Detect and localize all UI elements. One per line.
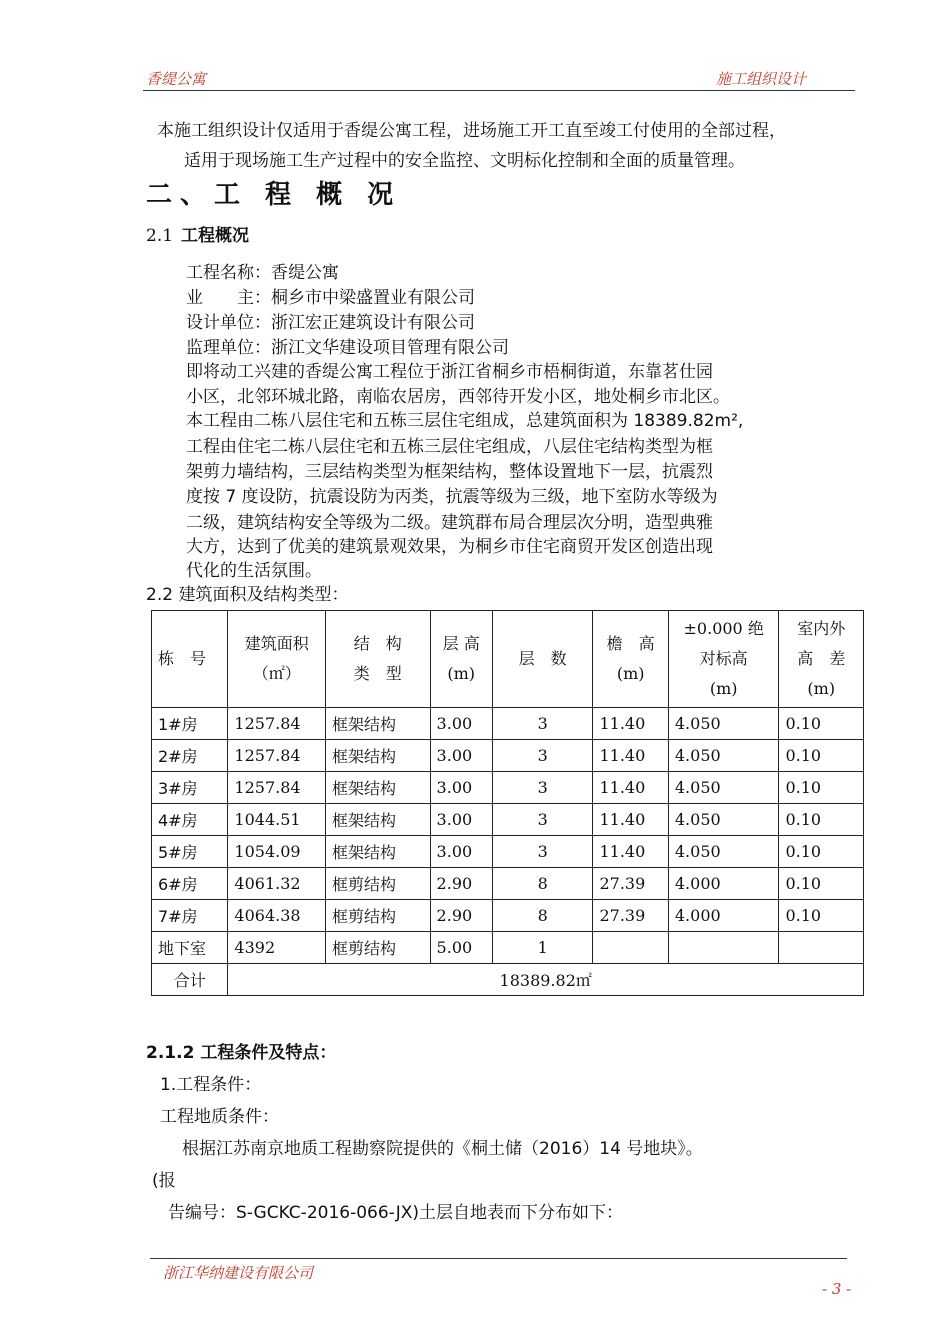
- cell-elevation: 4.050: [668, 772, 779, 804]
- desc-line: 度按 7 度设防，抗震设防为丙类，抗震等级为三级，地下室防水等级为: [186, 487, 718, 507]
- geology-label: 工程地质条件：: [160, 1107, 279, 1127]
- cell-elevation: 4.000: [668, 900, 779, 932]
- cell-height-diff: 0.10: [779, 708, 864, 740]
- col-header-elevation: ±0.000 绝 对标高 (m): [668, 611, 779, 708]
- cell-height-diff: 0.10: [779, 772, 864, 804]
- table-row: [152, 868, 864, 900]
- desc-line: 大方，达到了优美的建筑景观效果，为桐乡市住宅商贸开发区创造出现: [186, 537, 713, 557]
- cell-floor-height: 2.90: [430, 900, 492, 932]
- col-header-height-diff: 室内外 高 差 (m): [779, 611, 864, 708]
- info-owner: 业 主：桐乡市中梁盛置业有限公司: [186, 288, 475, 308]
- cell-eave-height: 11.40: [593, 740, 668, 772]
- cell-floor-height: 3.00: [430, 772, 492, 804]
- desc-line: 二级，建筑结构安全等级为二级。建筑群布局合理层次分明，造型典雅: [186, 513, 713, 533]
- desc-line: 小区，北邻环城北路，南临农居房，西邻待开发小区，地处桐乡市北区。: [186, 387, 730, 407]
- cell-building: 5#房: [152, 836, 228, 868]
- cell-elevation: 4.050: [668, 740, 779, 772]
- cell-elevation: 4.050: [668, 708, 779, 740]
- table-row: [152, 836, 864, 868]
- col-header-floors: 层 数: [492, 611, 593, 708]
- cell-building: 7#房: [152, 900, 228, 932]
- cell-floor-height: 5.00: [430, 932, 492, 964]
- building-area-table: [151, 610, 864, 996]
- cell-eave-height: 11.40: [593, 836, 668, 868]
- cell-structure: 框架结构: [325, 804, 430, 836]
- footer-company: 浙江华纳建设有限公司: [163, 1264, 314, 1282]
- cell-structure: 框架结构: [325, 708, 430, 740]
- cell-floors: 3: [492, 740, 593, 772]
- subsection-2-2-heading: 2.2 建筑面积及结构类型：: [146, 585, 349, 605]
- table-row: [152, 900, 864, 932]
- cell-building: 6#房: [152, 868, 228, 900]
- desc-line: 即将动工兴建的香缇公寓工程位于浙江省桐乡市梧桐街道，东靠茗仕园: [186, 362, 713, 382]
- cell-floors: 3: [492, 708, 593, 740]
- cell-height-diff: 0.10: [779, 740, 864, 772]
- cell-elevation: [668, 932, 779, 964]
- cell-floors: 8: [492, 868, 593, 900]
- header-doc-title: 施工组织设计: [716, 70, 807, 88]
- desc-line: 工程由住宅二栋八层住宅和五栋三层住宅组成，八层住宅结构类型为框: [186, 437, 713, 457]
- col-header-structure: 结 构 类 型: [325, 611, 430, 708]
- geology-basis-line-3: 告编号：S-GCKC-2016-066-JX)土层自地表而下分布如下：: [168, 1203, 624, 1223]
- cell-eave-height: 11.40: [593, 804, 668, 836]
- cell-floors: 3: [492, 836, 593, 868]
- subsection-2-1-2-heading: 2.1.2 工程条件及特点：: [146, 1043, 337, 1063]
- cell-area: 1257.84: [228, 708, 326, 740]
- intro-line-1: 本施工组织设计仅适用于香缇公寓工程，进场施工开工直至竣工付使用的全部过程，: [157, 121, 786, 141]
- cell-eave-height: 27.39: [593, 868, 668, 900]
- geology-basis-line-1: 根据江苏南京地质工程勘察院提供的《桐土储（2016）14 号地块》。: [182, 1139, 703, 1159]
- col-header-area: 建筑面积 （㎡）: [228, 611, 326, 708]
- cell-structure: 框架结构: [325, 836, 430, 868]
- desc-line: 代化的生活氛围。: [186, 561, 322, 581]
- col-header-eave-height: 檐 高 (m): [593, 611, 668, 708]
- cell-structure: 框剪结构: [325, 868, 430, 900]
- table-row: [152, 708, 864, 740]
- cell-eave-height: 11.40: [593, 708, 668, 740]
- cell-area: 4061.32: [228, 868, 326, 900]
- cell-eave-height: 27.39: [593, 900, 668, 932]
- footer-page-number: - 3 -: [822, 1280, 852, 1298]
- cell-elevation: 4.050: [668, 836, 779, 868]
- intro-line-2: 适用于现场施工生产过程中的安全监控、文明标化控制和全面的质量管理。: [184, 151, 745, 171]
- cell-floors: 3: [492, 772, 593, 804]
- footer-divider: [150, 1258, 847, 1259]
- cell-height-diff: 0.10: [779, 868, 864, 900]
- cell-floors: 8: [492, 900, 593, 932]
- geology-basis-line-2: (报: [152, 1171, 176, 1191]
- info-design-unit: 设计单位：浙江宏正建筑设计有限公司: [186, 313, 475, 333]
- cell-height-diff: [779, 932, 864, 964]
- table-row: [152, 932, 864, 964]
- cell-floor-height: 3.00: [430, 740, 492, 772]
- cell-total-value: 18389.82㎡: [228, 964, 864, 996]
- cell-height-diff: 0.10: [779, 804, 864, 836]
- col-header-floor-height: 层 高 (m): [430, 611, 492, 708]
- condition-1-label: 1.工程条件：: [160, 1075, 262, 1095]
- cell-floor-height: 3.00: [430, 804, 492, 836]
- subsection-2-1-title: 工程概况: [181, 226, 250, 246]
- cell-floor-height: 2.90: [430, 868, 492, 900]
- cell-building: 1#房: [152, 708, 228, 740]
- cell-floors: 3: [492, 804, 593, 836]
- section-title: 二、工 程 概 况: [146, 180, 402, 210]
- cell-eave-height: [593, 932, 668, 964]
- table-row: [152, 740, 864, 772]
- cell-floor-height: 3.00: [430, 836, 492, 868]
- cell-structure: 框架结构: [325, 740, 430, 772]
- cell-structure: 框剪结构: [325, 900, 430, 932]
- cell-floor-height: 3.00: [430, 708, 492, 740]
- cell-area: 4064.38: [228, 900, 326, 932]
- info-project-name: 工程名称：香缇公寓: [186, 263, 339, 283]
- cell-floors: 1: [492, 932, 593, 964]
- table-row: [152, 804, 864, 836]
- subsection-2-1-heading: [146, 221, 249, 246]
- cell-building: 地下室: [152, 932, 228, 964]
- cell-building: 2#房: [152, 740, 228, 772]
- table-row: [152, 772, 864, 804]
- table-header-row: [152, 611, 864, 708]
- cell-structure: 框剪结构: [325, 932, 430, 964]
- cell-total-label: 合计: [152, 964, 228, 996]
- col-header-building: 栋 号: [152, 611, 228, 708]
- cell-building: 3#房: [152, 772, 228, 804]
- cell-height-diff: 0.10: [779, 836, 864, 868]
- desc-line: 本工程由二栋八层住宅和五栋三层住宅组成，总建筑面积为 18389.82m²,: [186, 411, 744, 431]
- cell-area: 1054.09: [228, 836, 326, 868]
- table-total-row: [152, 964, 864, 996]
- subsection-2-1-number: 2.1: [146, 226, 174, 246]
- info-supervision-unit: 监理单位：浙江文华建设项目管理有限公司: [186, 338, 509, 358]
- cell-eave-height: 11.40: [593, 772, 668, 804]
- cell-area: 1044.51: [228, 804, 326, 836]
- cell-area: 1257.84: [228, 740, 326, 772]
- header-divider: [143, 90, 855, 91]
- cell-height-diff: 0.10: [779, 900, 864, 932]
- desc-line: 架剪力墙结构，三层结构类型为框架结构，整体设置地下一层，抗震烈: [186, 462, 713, 482]
- cell-structure: 框架结构: [325, 772, 430, 804]
- cell-area: 4392: [228, 932, 326, 964]
- cell-building: 4#房: [152, 804, 228, 836]
- cell-elevation: 4.000: [668, 868, 779, 900]
- header-project-name: 香缇公寓: [146, 70, 207, 88]
- cell-elevation: 4.050: [668, 804, 779, 836]
- cell-area: 1257.84: [228, 772, 326, 804]
